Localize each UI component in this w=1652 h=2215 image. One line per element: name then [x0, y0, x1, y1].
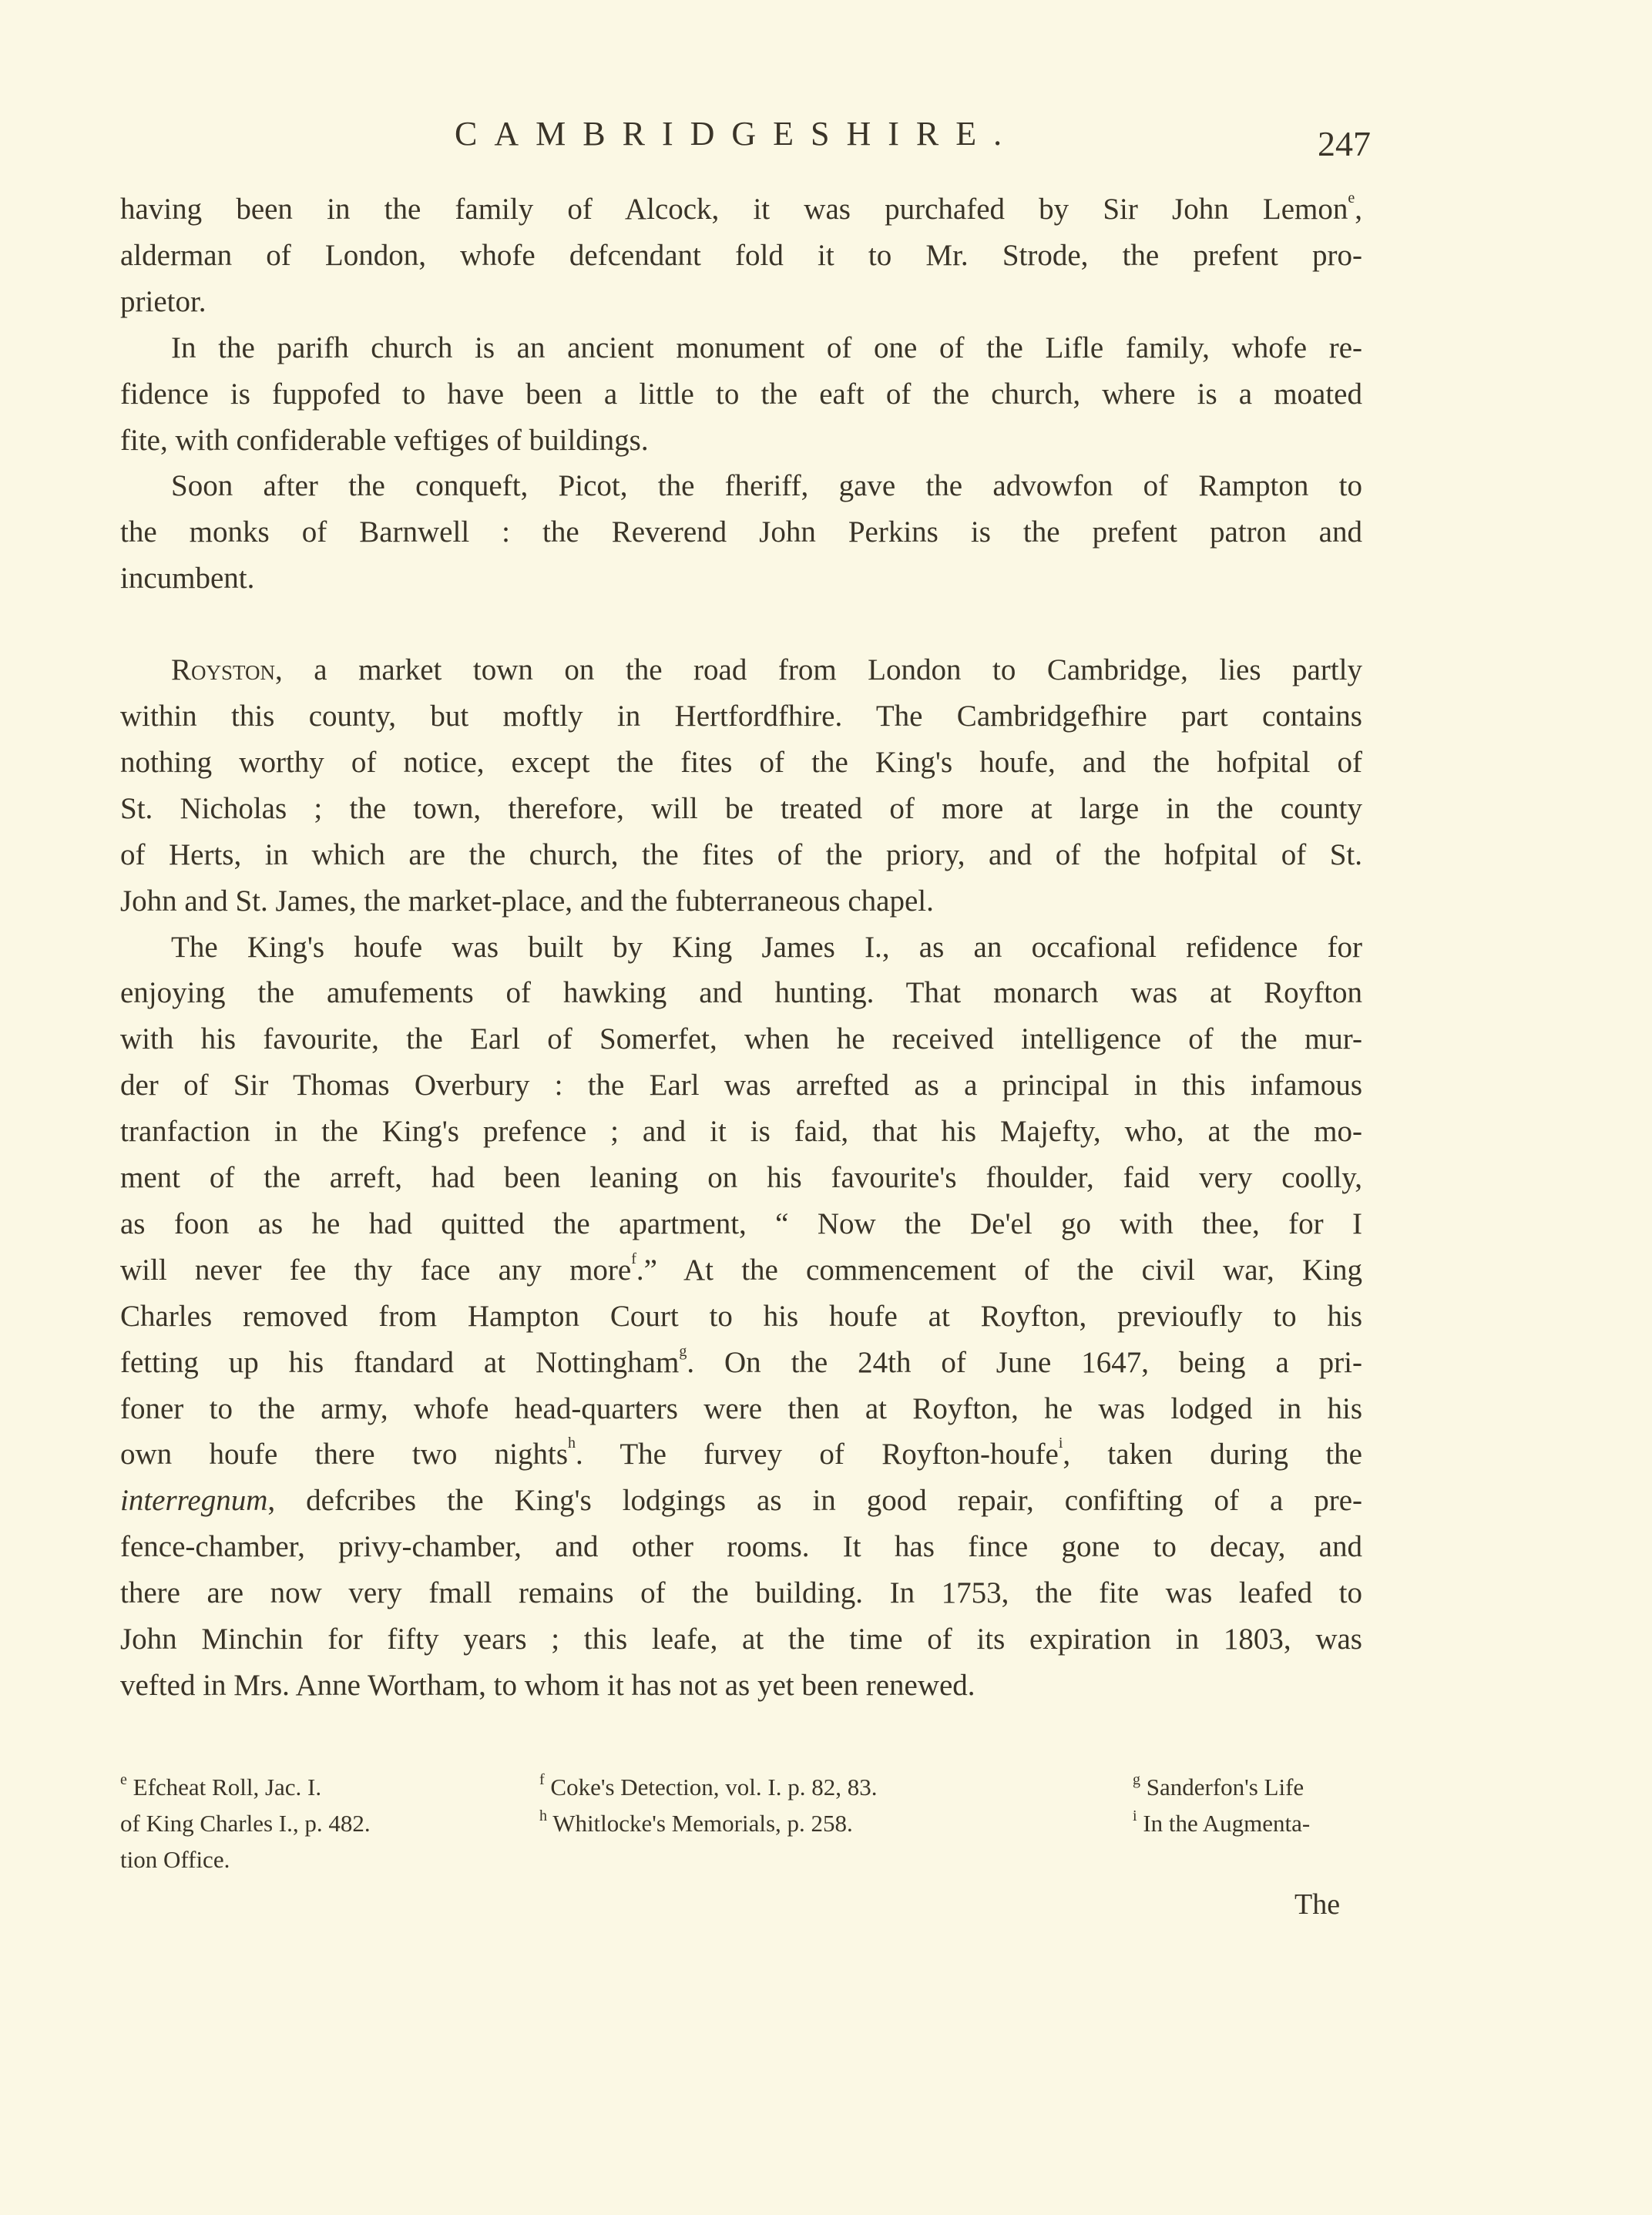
text-line	[120, 1251, 1362, 1290]
text-line	[120, 1020, 1362, 1059]
text-line	[120, 974, 1362, 1012]
text-line	[120, 1205, 1362, 1243]
text-segment: tion Office.	[120, 1846, 230, 1873]
footnote-line	[1133, 1772, 1304, 1803]
text-line	[120, 421, 1362, 460]
text-segment: prietor.	[120, 284, 206, 318]
footnote-line	[120, 1772, 321, 1803]
text-segment: Soon after the conqueft, Picot, the fheriff, gave the advowfon of Rampton to	[171, 469, 1362, 503]
footnote-marker: f	[631, 1250, 636, 1267]
text-line	[120, 1435, 1362, 1474]
text-line	[120, 836, 1362, 874]
running-head: CAMBRIDGESHIRE.	[455, 115, 1019, 153]
text-segment: foner to the army, whofe head-quarters were then at Royfton, he was lodged in his	[120, 1391, 1362, 1425]
text-segment: incumbent.	[120, 562, 255, 596]
text-segment: Royston	[171, 653, 276, 687]
text-segment: , taken during the	[1063, 1438, 1362, 1472]
text-segment: within this county, but moftly in Hertfordfhire. The Cambridgefhire part contains	[120, 700, 1362, 733]
footnote-line	[539, 1808, 853, 1839]
text-line	[120, 1574, 1362, 1613]
footnote-line	[1133, 1808, 1310, 1839]
text-segment: vefted in Mrs. Anne Wortham, to whom it has not as yet been renewed.	[120, 1668, 975, 1702]
text-line	[120, 1159, 1362, 1197]
text-line	[120, 1344, 1362, 1382]
text-segment: In the Augmenta-	[1137, 1810, 1311, 1837]
text-line	[120, 375, 1362, 414]
text-line	[120, 283, 1362, 321]
text-segment: . The furvey of Royfton-houfe	[576, 1438, 1059, 1472]
text-line	[120, 1482, 1362, 1520]
text-line	[120, 1113, 1362, 1151]
text-line	[120, 1297, 1362, 1336]
text-line	[120, 1666, 1362, 1705]
text-segment: interregnum	[120, 1484, 268, 1518]
text-segment: ment of the arreft, had been leaning on his favourite's fhoulder, faid very coolly,	[120, 1161, 1362, 1194]
text-segment: , a market town on the road from London to Cambridge, lies partly	[275, 653, 1362, 687]
text-segment: . On the 24th of June 1647, being a pri-	[687, 1345, 1362, 1379]
text-segment: enjoying the amufements of hawking and hunting. That monarch was at Royfton	[120, 976, 1362, 1010]
footnote-marker: e	[120, 1771, 127, 1788]
text-line	[120, 697, 1362, 736]
text-segment: will never fee thy face any more	[120, 1253, 632, 1287]
text-segment: , defcribes the King's lodgings as in good repair, confifting of a pre-	[267, 1484, 1362, 1518]
text-segment: nothing worthy of notice, except the fites of the King's houfe, and the hofpital of	[120, 745, 1362, 779]
text-segment: of Herts, in which are the church, the fites of the priory, and of the hofpital of St.	[120, 837, 1362, 871]
footnote-line	[120, 1808, 371, 1839]
page-number: 247	[1318, 124, 1371, 163]
footnote-marker: i	[1058, 1435, 1063, 1452]
text-segment: The King's houfe was built by King James I., as an occafional refidence for	[171, 930, 1362, 964]
text-line	[120, 1066, 1362, 1105]
footnote-line	[120, 1844, 230, 1875]
text-line	[120, 1390, 1362, 1428]
text-line	[120, 190, 1362, 229]
text-segment: John Minchin for fifty years ; this leafe, at the time of its expiration in 1803, was	[120, 1623, 1362, 1656]
text-line	[120, 743, 1362, 782]
footnote-marker: i	[1133, 1807, 1137, 1824]
text-segment: own houfe there two nights	[120, 1438, 568, 1472]
text-segment: In the parifh church is an ancient monument of one of the Lifle family, whofe re-	[171, 331, 1362, 364]
text-segment: fetting up his ftandard at Nottingham	[120, 1345, 680, 1379]
footnote-marker: g	[679, 1342, 687, 1360]
text-line	[120, 1528, 1362, 1566]
text-segment: of King Charles I., p. 482.	[120, 1810, 371, 1837]
footnote-marker: h	[568, 1435, 576, 1452]
text-segment: .” At the commencement of the civil war, King	[636, 1253, 1362, 1287]
text-line	[120, 882, 1362, 921]
text-segment: Whitlocke's Memorials, p. 258.	[547, 1810, 853, 1837]
text-segment: the monks of Barnwell : the Reverend John Perkins is the prefent patron and	[120, 515, 1362, 549]
text-line	[120, 559, 1362, 598]
footnote-marker: e	[1348, 190, 1355, 206]
text-segment: with his favourite, the Earl of Somerfet, when he received intelligence of the mur-	[120, 1022, 1362, 1056]
text-line	[120, 237, 1362, 275]
footnote-marker: g	[1133, 1771, 1140, 1788]
text-line	[171, 928, 1362, 967]
text-segment: there are now very fmall remains of the building. In 1753, the fite was leafed to	[120, 1576, 1362, 1610]
footnote-marker: f	[539, 1771, 545, 1788]
text-segment: fidence is fuppofed to have been a little to the eaft of the church, where is a moated	[120, 377, 1362, 411]
text-segment: as foon as he had quitted the apartment, “ Now the De'el go with thee, for I	[120, 1207, 1362, 1240]
text-segment: St. Nicholas ; the town, therefore, will be treated of more at large in the county	[120, 791, 1362, 825]
footnote-marker: h	[539, 1807, 547, 1824]
text-segment: fence-chamber, privy-chamber, and other rooms. It has fince gone to decay, and	[120, 1530, 1362, 1564]
text-line	[120, 790, 1362, 828]
text-segment: alderman of London, whofe defcendant fold it to Mr. Strode, the prefent pro-	[120, 238, 1362, 272]
text-segment: having been in the family of Alcock, it was purchafed by Sir John Lemon	[120, 193, 1348, 226]
text-segment: Charles removed from Hampton Court to his houfe at Royfton, previoufly to his	[120, 1299, 1362, 1333]
catchword: The	[1294, 1888, 1341, 1921]
text-segment: Efcheat Roll, Jac. I.	[126, 1774, 322, 1801]
text-segment: fite, with confiderable veftiges of buildings.	[120, 423, 649, 457]
text-line	[171, 329, 1362, 367]
text-segment: tranfaction in the King's prefence ; and it is faid, that his Majefty, who, at the mo-	[120, 1115, 1362, 1149]
text-segment: John and St. James, the market-place, and the fubterraneous chapel.	[120, 884, 934, 918]
footnote-line	[539, 1772, 877, 1803]
text-line	[120, 513, 1362, 552]
text-segment: Sanderfon's Life	[1140, 1774, 1304, 1801]
text-line	[171, 651, 1362, 690]
text-segment: ,	[1355, 193, 1362, 226]
text-segment: Coke's Detection, vol. I. p. 82, 83.	[544, 1774, 878, 1801]
text-line	[171, 467, 1362, 505]
text-line	[120, 1620, 1362, 1659]
text-segment: der of Sir Thomas Overbury : the Earl was arrefted as a principal in this infamous	[120, 1069, 1362, 1102]
